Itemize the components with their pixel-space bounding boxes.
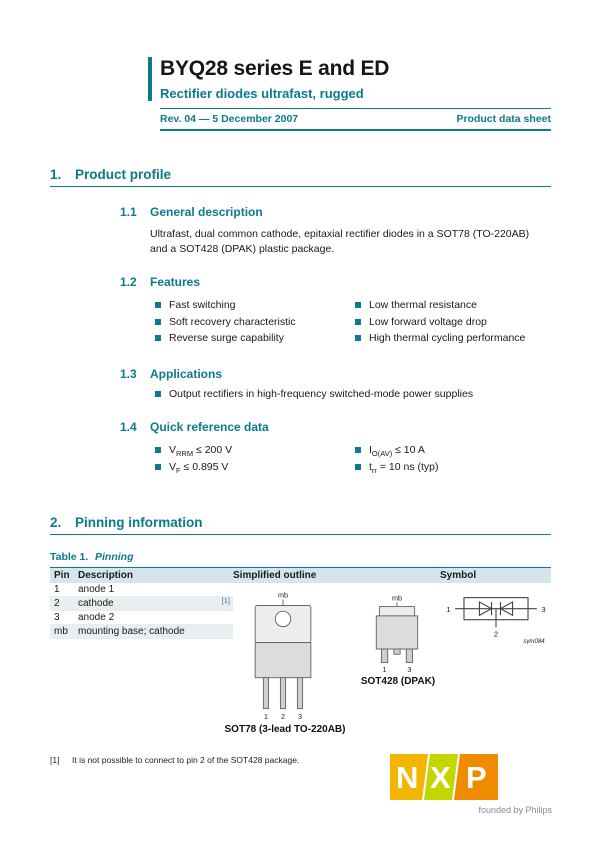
bullet-icon [155,447,161,453]
application-item [155,388,551,402]
header-text [152,57,551,101]
bullet-icon [155,319,161,325]
feature-item [155,299,355,313]
pin2-label: 2 [280,712,286,722]
quantity-symbol: V [169,461,177,474]
feature-item [355,299,551,313]
symbol-code-label: sym084 [523,639,545,645]
description-cell: anode 1 [78,584,115,596]
subsection-quickref-number: 1.4 [120,419,137,434]
description-cell: anode 2 [78,612,115,624]
subsection-features-number: 1.2 [120,274,137,289]
logo-letter-n: N [396,760,419,795]
table-row [50,583,233,597]
sot78-package-drawing [250,589,316,721]
features-list [155,296,551,349]
quickref-text [369,461,439,476]
feature-text: Soft recovery characteristic [169,315,296,328]
table-header-row [50,567,551,583]
document-title: BYQ28 series E and ED [160,57,390,80]
application-text: Output rectifiers in high-frequency switched-mode power supplies [169,387,474,400]
subsection-applications-heading [120,367,551,381]
bullet-icon [355,335,361,341]
column-header-symbol: Symbol [440,570,477,582]
table-body [50,583,551,741]
description-cell: mounting base; cathode [78,626,185,638]
quickref-text [169,461,228,476]
pin1-label: 1 [263,712,268,722]
quantity-subscript: F [176,466,181,476]
mb-label: mb [277,590,289,600]
subsection-general-heading [120,205,551,219]
subsection-quickref-heading [120,420,551,434]
feature-item [355,316,551,330]
footnote-reference-link[interactable]: [1] [221,596,230,606]
quantity-value: ≤ 0.895 V [180,461,229,474]
column-header-description: Description [78,570,134,582]
quantity-symbol: V [169,443,177,456]
quickref-column-1 [155,441,355,480]
column-header-outline: Simplified outline [233,570,317,582]
bullet-icon [155,302,161,308]
feature-item [155,316,355,330]
section2-rule [50,534,551,535]
feature-text: Low forward voltage drop [369,315,487,328]
pin-cell: 2 [54,598,60,610]
table-row [50,597,233,611]
footnote-ref: [1] [50,755,60,766]
pinning-table [50,567,551,741]
quantity-symbol: t [369,461,372,474]
quantity-value: ≤ 200 V [193,443,233,456]
doc-type-label: Product data sheet [456,113,551,126]
pin-cell: mb [54,626,68,638]
feature-text: Low thermal resistance [369,298,477,311]
mb-label: mb [391,593,403,603]
table1-name: Pinning [95,551,134,564]
quantity-subscript: rr [371,466,377,476]
pin-cell: 1 [54,584,60,596]
quantity-value: ≤ 10 A [392,443,425,456]
quantity-value: = 10 ns (typ) [376,461,439,474]
quickref-item [355,444,551,459]
bullet-icon [355,464,361,470]
section1-rule [50,186,551,187]
subsection-general-title: General description [150,204,263,219]
bullet-icon [155,464,161,470]
symbol-pin1-label: 1 [446,605,451,615]
quickref-column-2 [355,441,551,480]
header-title-block [148,57,551,101]
quickref-item [155,461,355,476]
nxp-logo [390,752,498,804]
subsection-general-number: 1.1 [120,204,137,219]
sot428-package-drawing [368,593,426,674]
quickref-list [155,441,551,480]
subsection-applications-title: Applications [150,366,223,381]
quantity-subscript: RRM [176,448,194,458]
revision-row [160,109,551,129]
section1-title: Product profile [75,166,172,182]
feature-text: Fast switching [169,298,236,311]
sot78-caption: SOT78 (3-lead TO-220AB) [224,724,346,736]
applications-list [155,388,551,402]
features-columns [155,296,551,349]
subsection-applications-number: 1.3 [120,366,137,381]
pin3-label: 3 [298,712,303,722]
quantity-subscript: O(AV) [371,448,393,458]
subsection-features-heading [120,275,551,289]
quickref-text [169,444,232,459]
document-header [148,0,551,131]
pin1-label: 1 [382,665,387,675]
section-product-profile [50,167,551,480]
subsection-quickref-title: Quick reference data [150,419,269,434]
nxp-logo-block [390,752,552,815]
symbol-pin2-label: 2 [493,629,499,639]
section1-number: 1. [50,166,62,182]
quickref-text [369,444,425,459]
sot428-caption: SOT428 (DPAK) [360,676,436,688]
feature-item [355,332,551,346]
section2-title: Pinning information [75,515,203,531]
dual-diode-symbol [446,591,546,644]
quickref-columns [155,441,551,480]
table1-caption [50,551,551,563]
features-column-2 [355,296,551,349]
bullet-icon [355,319,361,325]
section2-number: 2. [50,515,62,531]
section1-heading [50,167,551,182]
general-description-text: Ultrafast, dual common cathode, epitaxial rectifier diodes in a SOT78 (TO-220AB) and a SOT428 (DPAK) plastic package. [150,227,530,255]
symbol-pin3-label: 3 [541,605,546,615]
table1-label: Table 1. [50,551,89,564]
table-row [50,611,233,625]
subsection-features-title: Features [150,274,201,289]
column-header-pin: Pin [54,570,70,582]
pin3-label: 3 [407,665,412,675]
section2-heading [50,515,551,530]
logo-letter-x: X [430,760,451,795]
quickref-item [155,444,355,459]
feature-text: Reverse surge capability [169,332,284,345]
table-row [50,625,233,639]
logo-letter-p: P [466,760,487,795]
feature-item [155,332,355,346]
features-column-1 [155,296,355,349]
section-pinning-information [50,515,551,535]
bullet-icon [155,391,161,397]
quantity-symbol: I [369,443,372,456]
description-cell: cathode [78,598,114,610]
feature-text: High thermal cycling performance [369,332,526,345]
bullet-icon [155,335,161,341]
footnote-text: It is not possible to connect to pin 2 of the SOT428 package. [72,755,300,766]
bullet-icon [355,447,361,453]
document-subtitle: Rectifier diodes ultrafast, rugged [160,85,364,101]
revision-text: Rev. 04 — 5 December 2007 [160,113,299,126]
logo-tagline: founded by Philips [478,805,552,815]
pin-cell: 3 [54,612,60,624]
quickref-item [355,461,551,476]
bullet-icon [355,302,361,308]
header-rule-bottom [160,129,551,131]
